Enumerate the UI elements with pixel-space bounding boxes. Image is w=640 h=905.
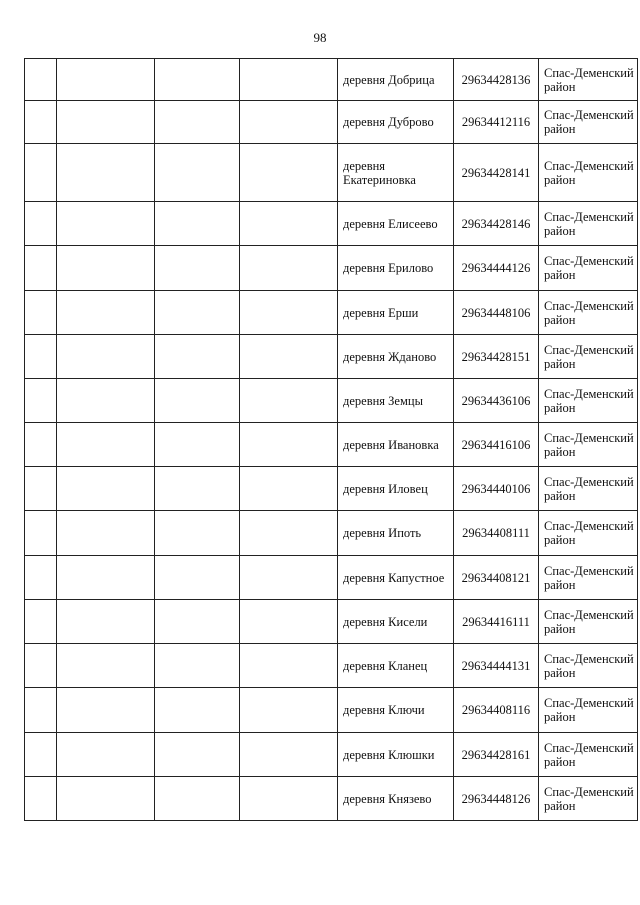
oktmo-code-cell — [454, 59, 539, 101]
empty-cell — [240, 644, 338, 688]
oktmo-code-text: 29634408111 — [462, 526, 530, 540]
settlement-name-cell — [338, 202, 454, 246]
settlement-name-cell — [338, 777, 454, 821]
oktmo-code-cell — [454, 556, 539, 600]
table-row — [25, 335, 638, 379]
oktmo-code-cell — [454, 202, 539, 246]
district-cell — [539, 335, 638, 379]
empty-cell — [240, 291, 338, 335]
district-text: Спас-Деменский район — [544, 209, 634, 238]
table-row — [25, 511, 638, 556]
empty-cell — [240, 144, 338, 202]
oktmo-code-cell — [454, 511, 539, 556]
settlement-name-text: деревня Ерилово — [343, 261, 434, 275]
row-number-cell — [25, 379, 57, 423]
oktmo-code-cell — [454, 467, 539, 511]
oktmo-code-text: 29634428141 — [461, 165, 531, 180]
settlement-name-cell — [338, 467, 454, 511]
empty-cell — [240, 688, 338, 733]
district-cell — [539, 644, 638, 688]
district-text: Спас-Деменский район — [544, 784, 634, 813]
empty-cell — [155, 600, 240, 644]
empty-cell — [57, 291, 155, 335]
settlement-name-cell — [338, 511, 454, 556]
oktmo-code-text: 29634412116 — [461, 115, 531, 129]
empty-cell — [57, 59, 155, 101]
settlement-registry-table — [24, 58, 638, 821]
settlement-name-cell — [338, 379, 454, 423]
settlement-name-cell — [338, 556, 454, 600]
district-cell — [539, 144, 638, 202]
district-text: Спас-Деменский район — [544, 386, 634, 415]
empty-cell — [57, 644, 155, 688]
settlement-name-cell — [338, 688, 454, 733]
empty-cell — [57, 379, 155, 423]
empty-cell — [240, 467, 338, 511]
empty-cell — [57, 688, 155, 733]
oktmo-code-text: 29634428136 — [461, 72, 531, 87]
row-number-cell — [25, 101, 57, 144]
empty-cell — [155, 291, 240, 335]
empty-cell — [57, 101, 155, 144]
row-number-cell — [25, 144, 57, 202]
table-row — [25, 101, 638, 144]
empty-cell — [240, 511, 338, 556]
oktmo-code-text: 29634428151 — [461, 349, 531, 364]
district-text: Спас-Деменский район — [544, 430, 634, 459]
empty-cell — [155, 202, 240, 246]
empty-cell — [57, 733, 155, 777]
settlement-name-text: деревня Ключи — [343, 703, 425, 717]
page-number: 98 — [313, 30, 327, 45]
district-cell — [539, 202, 638, 246]
settlement-name-text: деревня Ипоть — [343, 526, 422, 540]
row-number-cell — [25, 777, 57, 821]
district-cell — [539, 556, 638, 600]
district-cell — [539, 379, 638, 423]
oktmo-code-text: 29634440106 — [461, 481, 531, 496]
settlement-name-text: деревня Клюшки — [343, 747, 435, 762]
settlement-name-cell — [338, 59, 454, 101]
settlement-name-text: деревня Добрица — [343, 72, 435, 87]
empty-cell — [57, 600, 155, 644]
empty-cell — [240, 777, 338, 821]
empty-cell — [240, 335, 338, 379]
settlement-name-text: деревня Кисели — [343, 614, 428, 629]
oktmo-code-text: 29634416106 — [461, 437, 531, 452]
oktmo-code-cell — [454, 733, 539, 777]
empty-cell — [240, 600, 338, 644]
empty-cell — [155, 59, 240, 101]
settlement-name-cell — [338, 335, 454, 379]
table-row — [25, 467, 638, 511]
empty-cell — [57, 467, 155, 511]
empty-cell — [57, 777, 155, 821]
table-row — [25, 556, 638, 600]
district-text: Спас-Деменский район — [544, 65, 634, 94]
table-row — [25, 291, 638, 335]
empty-cell — [155, 379, 240, 423]
oktmo-code-cell — [454, 144, 539, 202]
empty-cell — [57, 144, 155, 202]
oktmo-code-text: 29634444126 — [461, 261, 531, 275]
row-number-cell — [25, 335, 57, 379]
settlement-name-cell — [338, 600, 454, 644]
empty-cell — [240, 556, 338, 600]
district-cell — [539, 467, 638, 511]
district-text: Спас-Деменский район — [544, 563, 634, 592]
empty-cell — [155, 246, 240, 291]
oktmo-code-text: 29634436106 — [461, 393, 531, 408]
district-cell — [539, 59, 638, 101]
settlement-name-text: деревня Капустное — [343, 570, 445, 585]
settlement-name-text: деревня Ивановка — [343, 437, 439, 452]
empty-cell — [57, 246, 155, 291]
district-text: Спас-Деменский район — [544, 342, 634, 371]
settlement-name-cell — [338, 246, 454, 291]
table-row — [25, 59, 638, 101]
oktmo-code-cell — [454, 600, 539, 644]
settlement-name-text: деревня Дуброво — [343, 115, 434, 129]
oktmo-code-cell — [454, 423, 539, 467]
row-number-cell — [25, 423, 57, 467]
district-text: Спас-Деменский район — [544, 607, 634, 636]
table-row — [25, 202, 638, 246]
row-number-cell — [25, 511, 57, 556]
table-row — [25, 246, 638, 291]
oktmo-code-cell — [454, 291, 539, 335]
empty-cell — [155, 556, 240, 600]
table-row — [25, 423, 638, 467]
settlement-name-cell — [338, 101, 454, 144]
settlement-name-text: деревня Князево — [343, 791, 432, 806]
empty-cell — [240, 246, 338, 291]
table-row — [25, 688, 638, 733]
district-cell — [539, 777, 638, 821]
oktmo-code-cell — [454, 777, 539, 821]
district-cell — [539, 291, 638, 335]
empty-cell — [240, 423, 338, 467]
settlement-name-text: деревня Елисеево — [343, 216, 438, 231]
row-number-cell — [25, 202, 57, 246]
settlement-name-text: деревня Кланец — [343, 658, 428, 673]
district-text: Спас-Деменский район — [544, 740, 634, 769]
oktmo-code-cell — [454, 688, 539, 733]
registry-body — [25, 59, 638, 821]
district-text: Спас-Деменский район — [544, 254, 634, 282]
oktmo-code-cell — [454, 246, 539, 291]
empty-cell — [57, 511, 155, 556]
table-row — [25, 600, 638, 644]
settlement-name-text: деревня Екатериновка — [343, 158, 416, 187]
oktmo-code-text: 29634448126 — [461, 791, 531, 806]
row-number-cell — [25, 688, 57, 733]
oktmo-code-text: 29634416111 — [462, 614, 530, 629]
oktmo-code-cell — [454, 101, 539, 144]
oktmo-code-cell — [454, 379, 539, 423]
empty-cell — [155, 467, 240, 511]
empty-cell — [155, 733, 240, 777]
row-number-cell — [25, 467, 57, 511]
oktmo-code-text: 29634408116 — [461, 703, 531, 717]
district-cell — [539, 511, 638, 556]
empty-cell — [240, 733, 338, 777]
row-number-cell — [25, 246, 57, 291]
settlement-name-cell — [338, 644, 454, 688]
oktmo-code-text: 29634448106 — [461, 305, 531, 320]
row-number-cell — [25, 59, 57, 101]
district-cell — [539, 423, 638, 467]
empty-cell — [155, 335, 240, 379]
district-text: Спас-Деменский район — [544, 696, 634, 724]
empty-cell — [57, 423, 155, 467]
oktmo-code-text: 29634428146 — [461, 216, 531, 231]
table-row — [25, 777, 638, 821]
district-cell — [539, 101, 638, 144]
empty-cell — [57, 335, 155, 379]
district-text: Спас-Деменский район — [544, 651, 634, 680]
row-number-cell — [25, 644, 57, 688]
district-text: Спас-Деменский район — [544, 108, 634, 136]
empty-cell — [155, 144, 240, 202]
settlement-name-cell — [338, 144, 454, 202]
district-text: Спас-Деменский район — [544, 474, 634, 503]
row-number-cell — [25, 600, 57, 644]
district-cell — [539, 246, 638, 291]
district-cell — [539, 733, 638, 777]
oktmo-code-text: 29634408121 — [461, 570, 531, 585]
settlement-name-cell — [338, 291, 454, 335]
empty-cell — [57, 202, 155, 246]
empty-cell — [155, 101, 240, 144]
empty-cell — [155, 688, 240, 733]
row-number-cell — [25, 733, 57, 777]
district-cell — [539, 688, 638, 733]
empty-cell — [155, 423, 240, 467]
empty-cell — [240, 379, 338, 423]
empty-cell — [155, 511, 240, 556]
oktmo-code-text: 29634428161 — [461, 747, 531, 762]
empty-cell — [240, 202, 338, 246]
empty-cell — [155, 777, 240, 821]
settlement-name-text: деревня Ерши — [343, 305, 419, 320]
row-number-cell — [25, 291, 57, 335]
table-row — [25, 644, 638, 688]
settlement-name-text: деревня Земцы — [343, 393, 423, 408]
district-cell — [539, 600, 638, 644]
empty-cell — [240, 101, 338, 144]
settlement-name-text: деревня Иловец — [343, 481, 428, 496]
empty-cell — [155, 644, 240, 688]
empty-cell — [240, 59, 338, 101]
table-row — [25, 733, 638, 777]
empty-cell — [57, 556, 155, 600]
settlement-name-cell — [338, 733, 454, 777]
row-number-cell — [25, 556, 57, 600]
settlement-name-cell — [338, 423, 454, 467]
oktmo-code-cell — [454, 644, 539, 688]
district-text: Спас-Деменский район — [544, 158, 634, 187]
oktmo-code-text: 29634444131 — [461, 658, 531, 673]
table-row — [25, 144, 638, 202]
oktmo-code-cell — [454, 335, 539, 379]
district-text: Спас-Деменский район — [544, 519, 634, 547]
table-row — [25, 379, 638, 423]
settlement-name-text: деревня Жданово — [343, 349, 437, 364]
district-text: Спас-Деменский район — [544, 298, 634, 327]
